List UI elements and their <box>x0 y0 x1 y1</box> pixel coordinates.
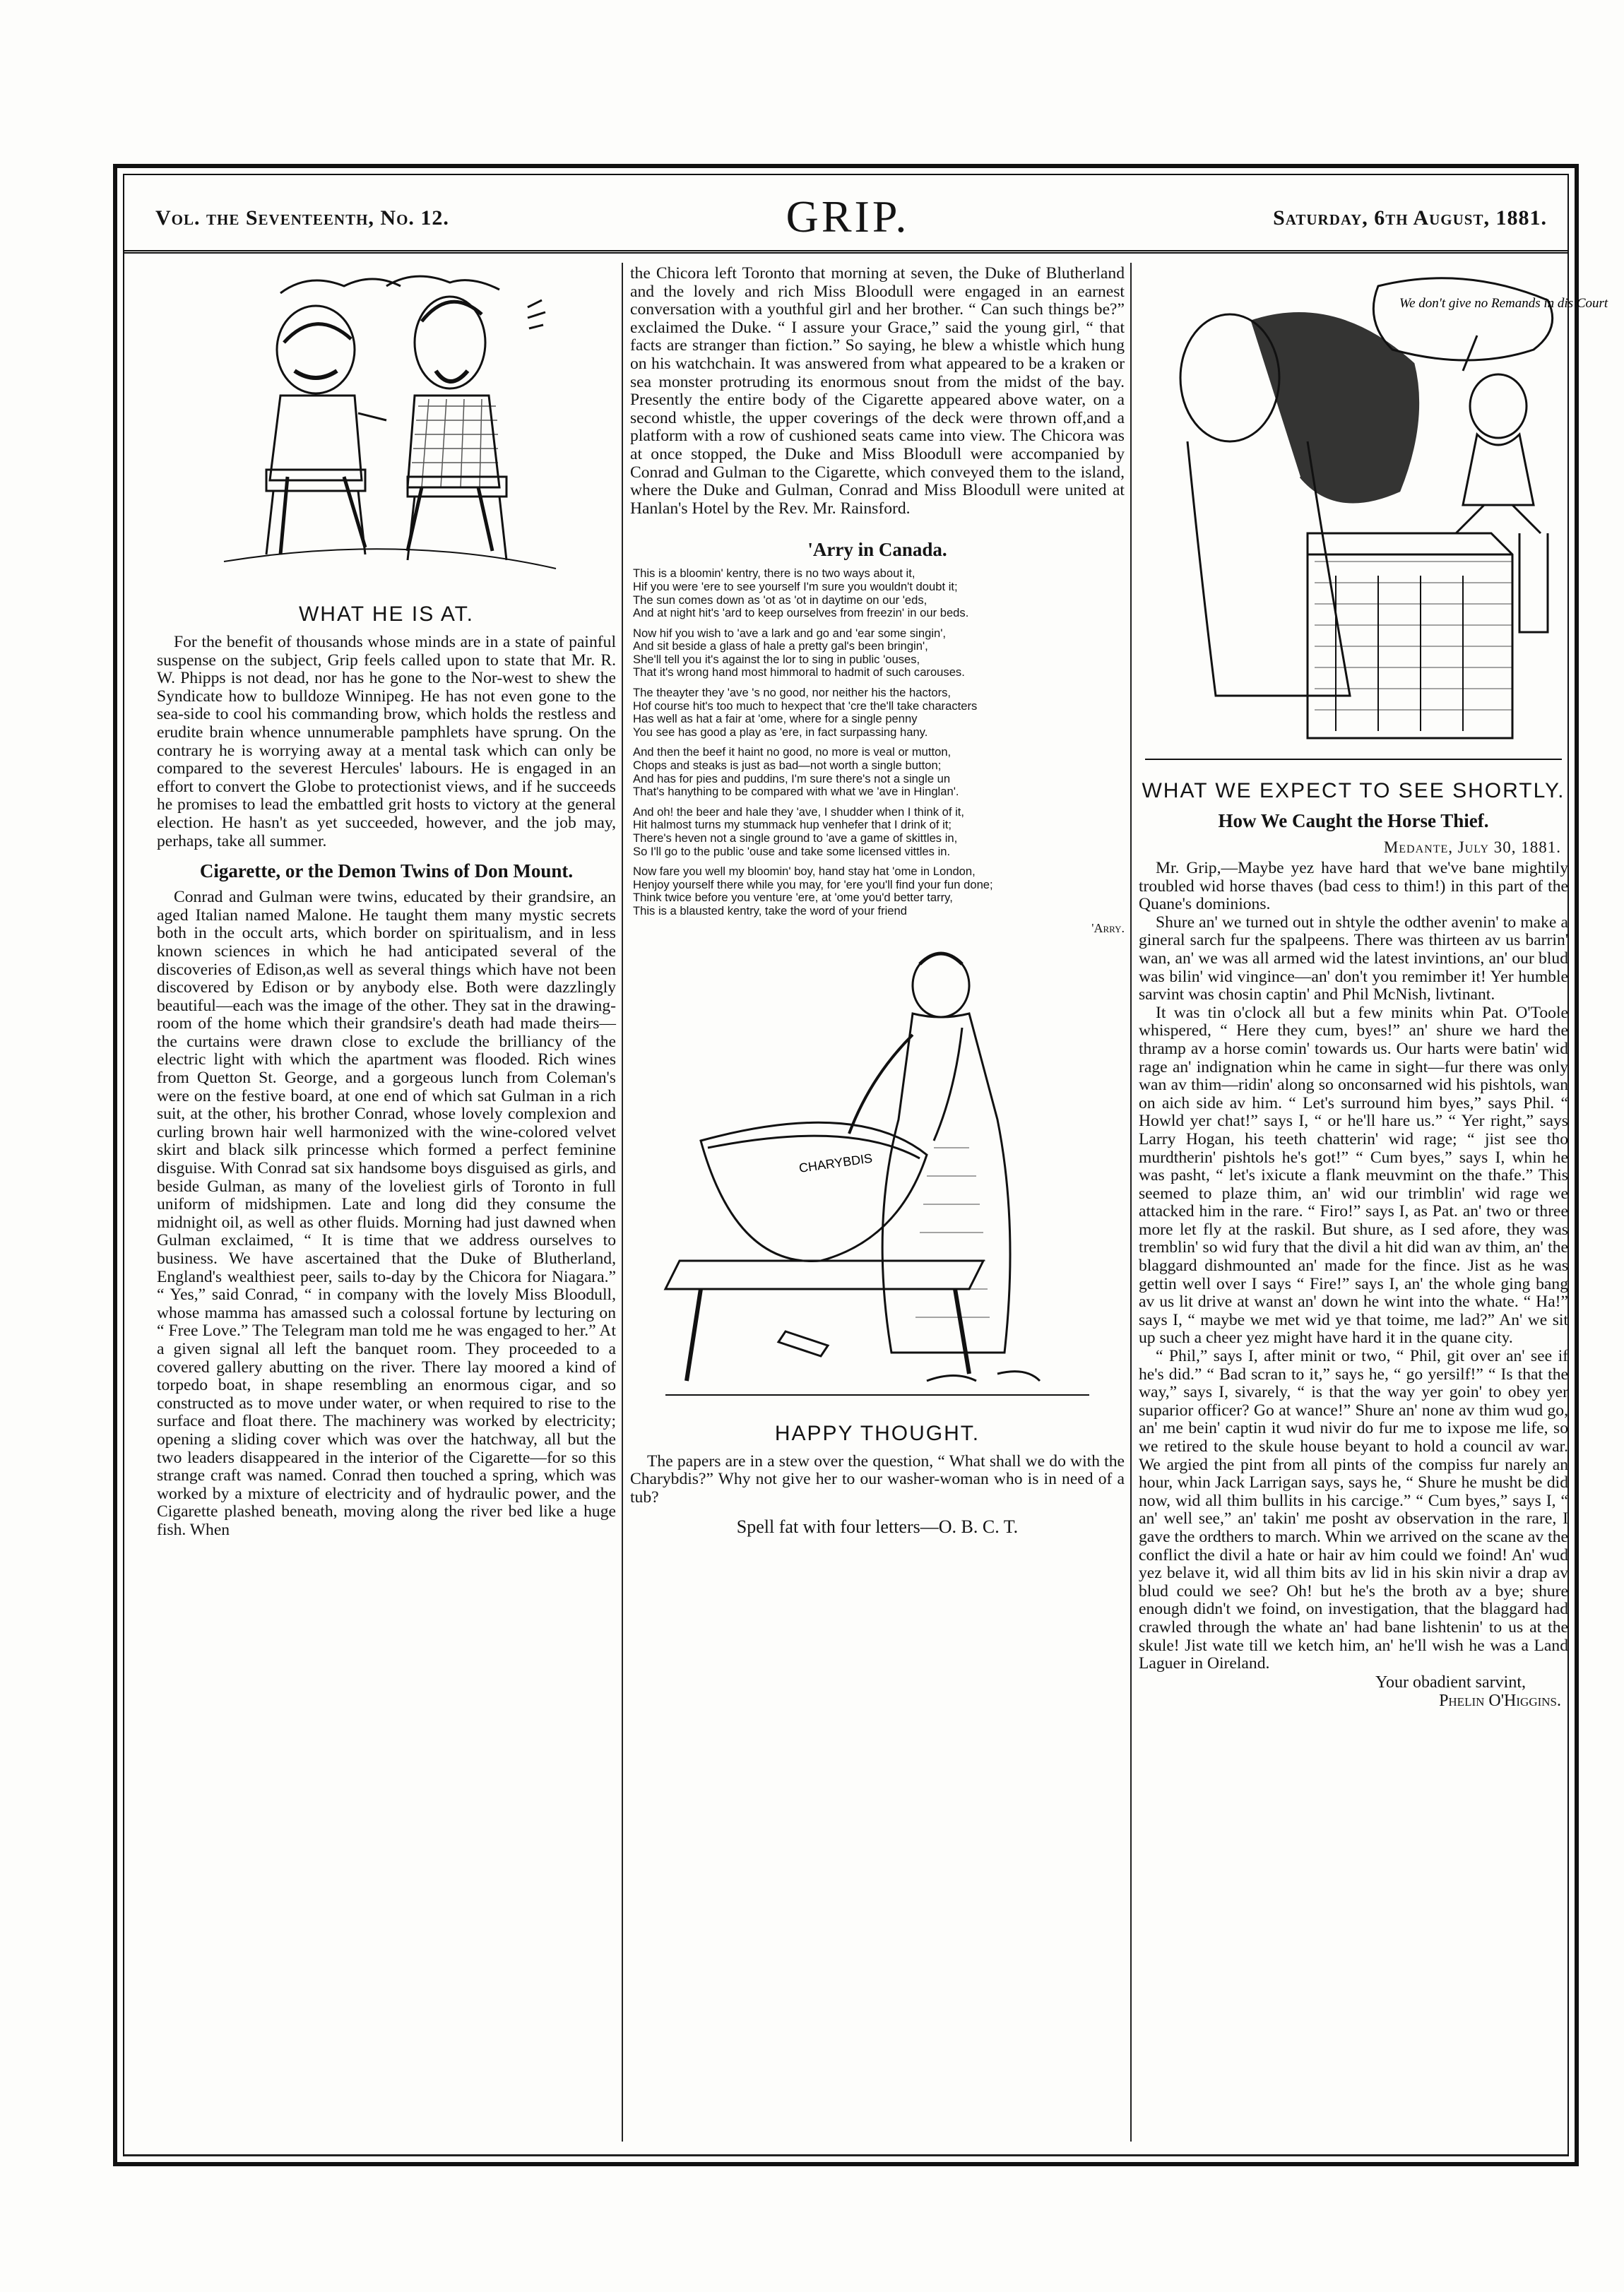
poem-stanza <box>633 627 1122 679</box>
article-paragraph: Conrad and Gulman were twins, educated by their grandsire, an aged Italian named Malone. He taught them many mystic secrets both in the occult arts, which border on spiritualism, and in less known sciences in which he had anticipated several of the discoveries of Edison,as well as several things which have not been discovered by Edison or by anybody else. Both were dazzlingly beautiful—each was the image of the other. They sat in the drawing-room of the home which their grandsire's death had made theirs—the curtains were drawn close to exclude the brilliancy of the electric light with which the apartment was flooded. Rich wines from Quetton St. George, and a gorgeous lunch from Coleman's were on the festive board, at one end of which sat Gulman in a rich suit, at the other, his brother Conrad, whose lovely complexion and curling brown hair well harmonized with the wine-colored velvet skirt and black silk princesse which formed a perfect feminine disguise. With Conrad sat six handsome boys disguised as girls, and beside Gulman, as many of the loveliest girls of Toronto in full uniform of midshipmen. Late and long did they consume the midnight oil, as well as other fluids. Morning had just dawned when Gulman exclaimed, “ It is time that we address ourselves to business. We have ascertained that the Duke of Blutherland, England's wealthiest peer, sails to-day by the Chicora for Niagara.” “ Yes,” said Conrad, “ in company with the lovely Miss Bloodull, whose mamma has amassed such a colossal fortune by lecturing on “ Free Love.” The Telegram man told me he was engaged to her.” At a given signal all left the banquet room. They proceeded to a covered gallery abutting on the river. There lay moored a kind of torpedo boat, in shape resembling an enormous cigar, and so constructed as to move under water, or when required to rise to the surface and float there. The machinery was worked by electricity; opening a sliding cover which was over the hatchway, all but the two leaders disappeared in the interior of the Cigarette—for so this strange craft was named. Conrad then touched a spring, which was worked by a mixture of electricity and of hydraulic power, and the Cigarette plashed beneath, moving along the river bed like a huge fish. When <box>157 888 616 1539</box>
poem-line: Hit halmost turns my stummack hup venhefer that I drink of it; <box>633 818 952 832</box>
poem-line: Has well as hat a fair at 'ome, where for a single penny <box>633 712 918 726</box>
article-paragraph: Shure an' we turned out in shtyle the odther avenin' to make a gineral sarch fur the spalpeens. There was thirteen av us barrin' wan, an' we was all armed wid the latest invintions, an' our blud was bilin' wid vingince—an' don't you remimber it! Yer humble sarvint was chosin captin' and Phil McNish, livtinant. <box>1139 913 1568 1004</box>
article-heading: How We Caught the Horse Thief. <box>1218 810 1489 831</box>
poem-line: So I'll go to the public 'ouse and take some licensed vittles in. <box>633 844 951 858</box>
poem-line: The theayter they 'ave 's no good, nor neither his the hactors, <box>633 686 952 700</box>
poem-line: Now fare you well my bloomin' boy, hand stay hat 'ome in London, <box>633 865 976 879</box>
poem-line: You see has good a play as 'ere, in fact surpassing hany. <box>633 725 928 739</box>
poem-line: This is a bloomin' kentry, there is no two ways about it, <box>633 566 915 581</box>
article-paragraph: “ Phil,” says I, after minit or two, “ Phil, git over an' see if he's did.” “ Bad scran to it,” says he, “ go yersilf!” “ Is that the way,” says I, sivarely, “ is that the way yer goin' to obey yer suparior officer? Go at wance!” Shure an' none av thim wud go, an' me bein' captin it wud nivir do fur me to ixpose me life, so we retired to the skule house beyant to hold a council av war. We argied the pint from all pints of the compiss fur narely an hour, whin Jack Larrigan says, says he, “ Shure he musht be did now, wid all thim bullits in his carcige.” “ Cum byes,” says I, “ an' well see,” an' takin' me posht av observation in the rare, I gave the ordthers to march. Whin we arrived on the scane av the conflict the divil a hate or hair av him could we foind! An' wud yez belave it, wid all thim bits av lid in his skin nivir a drap av blud could we see? Oh! but he's the broth av a bye; shure enough didn't we foind, on investigation, that the blaggard had crawled through the whate an' had bane lishtenin' to us at the skule! Jist wate till we ketch him, an' he'll wish he was a Land Laguer in Oireland. <box>1139 1347 1568 1673</box>
article-paragraph: The papers are in a stew over the question, “ What shall we do with the Charybdis?” Why not give her to our washer-woman who is in need of a tub? <box>630 1451 1125 1507</box>
poem-stanza <box>633 865 1122 918</box>
poem-stanza <box>633 567 1122 619</box>
poem-line: And then the beef it haint no good, no more is veal or mutton, <box>633 745 952 759</box>
volume-number: Vol. the Seventeenth, No. 12. <box>155 206 449 230</box>
poem-line: Hif you were 'ere to see yourself I'm sure you wouldn't doubt it; <box>633 579 958 593</box>
letter-signature: Phelin O'Higgins. <box>1439 1691 1561 1710</box>
speech-bubble-text: We don't give no Remands in dis Court <box>1399 296 1608 311</box>
newspaper-title: GRIP. <box>786 191 910 242</box>
tub-label: CHARYBDIS <box>798 1151 874 1175</box>
article-heading: Cigarette, or the Demon Twins of Don Mount. <box>199 860 574 882</box>
column-2 <box>630 265 1125 2144</box>
poem-line: And oh! the beer and hale they 'ave, I shudder when I think of it, <box>633 804 965 819</box>
column-rule-1 <box>622 263 623 2142</box>
bottom-rule <box>124 2154 1567 2156</box>
letter-closing: Your obadient sarvint, <box>1375 1673 1526 1692</box>
poem-line: Now hif you wish to 'ave a lark and go and 'ear some singin', <box>633 626 947 640</box>
illustration-washerwoman-tub <box>658 936 1096 1416</box>
article-paragraph: For the benefit of thousands whose minds are in a state of painful suspense on the subject, Grip feels called upon to state that Mr. R. W. Phipps is not dead, nor has he gone to the Nor-west to shew the Syndicate how to bulldoze Winnipeg. He has not even gone to the sea-side to cool his commanding brow, which holds the restless and erudite brain whence unnumerable pamphlets have sprung. On the contrary he is worrying away at a mental task which can only be compared to the severest Hercules' labours. He is engaged in an effort to convert the Globe to protectionist views, and if he succeeds he promises to lead the embattled grit hosts to victory at the general election. He hasn't as yet succeeded, however, and the job may, perhaps, take all summer. <box>157 633 616 850</box>
illustration-caption: HAPPY THOUGHT. <box>774 1421 980 1445</box>
illustration-two-men-seated <box>196 265 577 597</box>
poem-line: This is a blausted kentry, take the word of your friend <box>633 903 907 918</box>
poem-line: Chops and steaks is just as bad—not worth a single button; <box>633 759 942 773</box>
poem-heading: 'Arry in Canada. <box>807 539 947 561</box>
poem-line: And sit beside a glass of hale a pretty gal's been bringin', <box>633 639 928 653</box>
poem-line: The sun comes down as 'ot as 'ot in daytime on our 'eds, <box>633 593 927 607</box>
column-3 <box>1139 265 1608 2144</box>
poem-line: Hof course hit's too much to hexpect that 'cre the'll take characters <box>633 699 978 713</box>
masthead-rule <box>124 250 1567 254</box>
poem-line: And has for pies and puddins, I'm sure there's not a single un <box>633 771 951 785</box>
column-rule-2 <box>1130 263 1132 2142</box>
article-paragraph: It was tin o'clock all but a few minits whin Pat. O'Toole whispered, “ Here they cum, byes!” an' shure we hard the thramp av a horse comin' towards us. Our harts were batin' wid rage an' indignation whin he came in sight—fur there was only wan av thim—ridin' along so onconsarned wid his pishtols, wan on aich side av him. “ Let's surround him byes,” says Phil. “ Howld yer chat!” says I, “ or he'll hare us.” “ Yer right,” says Larry Hogan, his teeth chatterin' wid rage; “ jist see tho murdtherin' pishtols he's got!” “ Cum byes,” says I, whin he was pasht, “ let's ixicute a flank meuvmint on the thafe.” This seemed to plaze thim, an' wid our trimblin' wid rage we attacked him in the rare. “ Firo!” says I, as Pat. an' two or three more let fly at the raskil. But shure, as I sed afore, they was tremblin' so wid fury that the divil a hit did wan av thim, an' the blaggard dishmounted an' made for the fince. Jist as he was gettin well over I says “ Fire!” says I, an' the whole ging bang av us lit drive at wanst an' down he wint into the whate. “ Ha!” says I, “ maybe we met wid ye that toime, me lad?” An' we sit up such a cheer yez might have hard it in the quane city. <box>1139 1003 1568 1348</box>
poem-line: Think twice before you venture 'ere, at 'ome you'd better tarry, <box>633 891 953 905</box>
poem-stanza <box>633 687 1122 739</box>
poem-line: And at night hit's 'ard to keep ourselves from freezin' in our beds. <box>633 606 969 620</box>
poem-stanza <box>633 746 1122 798</box>
poem-line: That it's wrong hand most himmoral to hadmit of such carouses. <box>633 665 965 679</box>
article-paragraph: Mr. Grip,—Maybe yez have hard that we've bane mightily troubled wid horse thaves (bad cess to thim!) in this part of the Quane's dominions. <box>1139 859 1568 914</box>
riddle-line: Spell fat with four letters—O. B. C. T. <box>736 1516 1019 1538</box>
poem-line: There's heven not a single ground to 'ave a game of skittles in, <box>633 831 958 845</box>
poem-line: That's hanything to be compared with what we 'ave in Hinglan'. <box>633 785 959 799</box>
illustration-court-scene <box>1145 265 1608 773</box>
article-dateline: Medante, July 30, 1881. <box>1383 838 1561 856</box>
illustration-caption: WHAT HE IS AT. <box>298 602 475 626</box>
column-1 <box>157 265 616 2144</box>
poem <box>633 567 1122 918</box>
masthead <box>134 191 1561 247</box>
poem-signature: 'Arry. <box>1091 920 1125 935</box>
poem-line: Henjoy yourself there while you may, for 'ere you'll find your fun done; <box>633 877 993 891</box>
illustration-caption: WHAT WE EXPECT TO SEE SHORTLY. <box>1142 779 1565 802</box>
poem-line: She'll tell you it's against the lor to sing in public 'ouses, <box>633 652 920 666</box>
issue-date: Saturday, 6th August, 1881. <box>1273 206 1547 230</box>
article-paragraph: the Chicora left Toronto that morning at seven, the Duke of Blutherland and the lovely and rich Miss Bloodull were engaged in an earnest conversation with a youthful girl and her brother. “ Can such things be?” exclaimed the Duke. “ I assure your Grace,” said the young girl, “ that facts are stranger than fiction.” So saying, he blew a whistle which hung on his watchchain. It was answered from what appeared to be a kraken or sea monster protruding its enormous snout from the midst of the bay. Presently the entire body of the Cigarette appeared above water, on a second whistle, the upper coverings of the deck were thrown off,and a platform with a row of cushioned seats came into view. The Chicora was at once stopped, the Duke and Miss Bloodull were accompanied by Conrad and Gulman to the Cigarette, which conveyed them to the island, where the Duke and Gulman, Conrad and Miss Bloodull were united at Hanlan's Hotel by the Rev. Mr. Rainsford. <box>630 264 1125 518</box>
poem-stanza <box>633 806 1122 858</box>
